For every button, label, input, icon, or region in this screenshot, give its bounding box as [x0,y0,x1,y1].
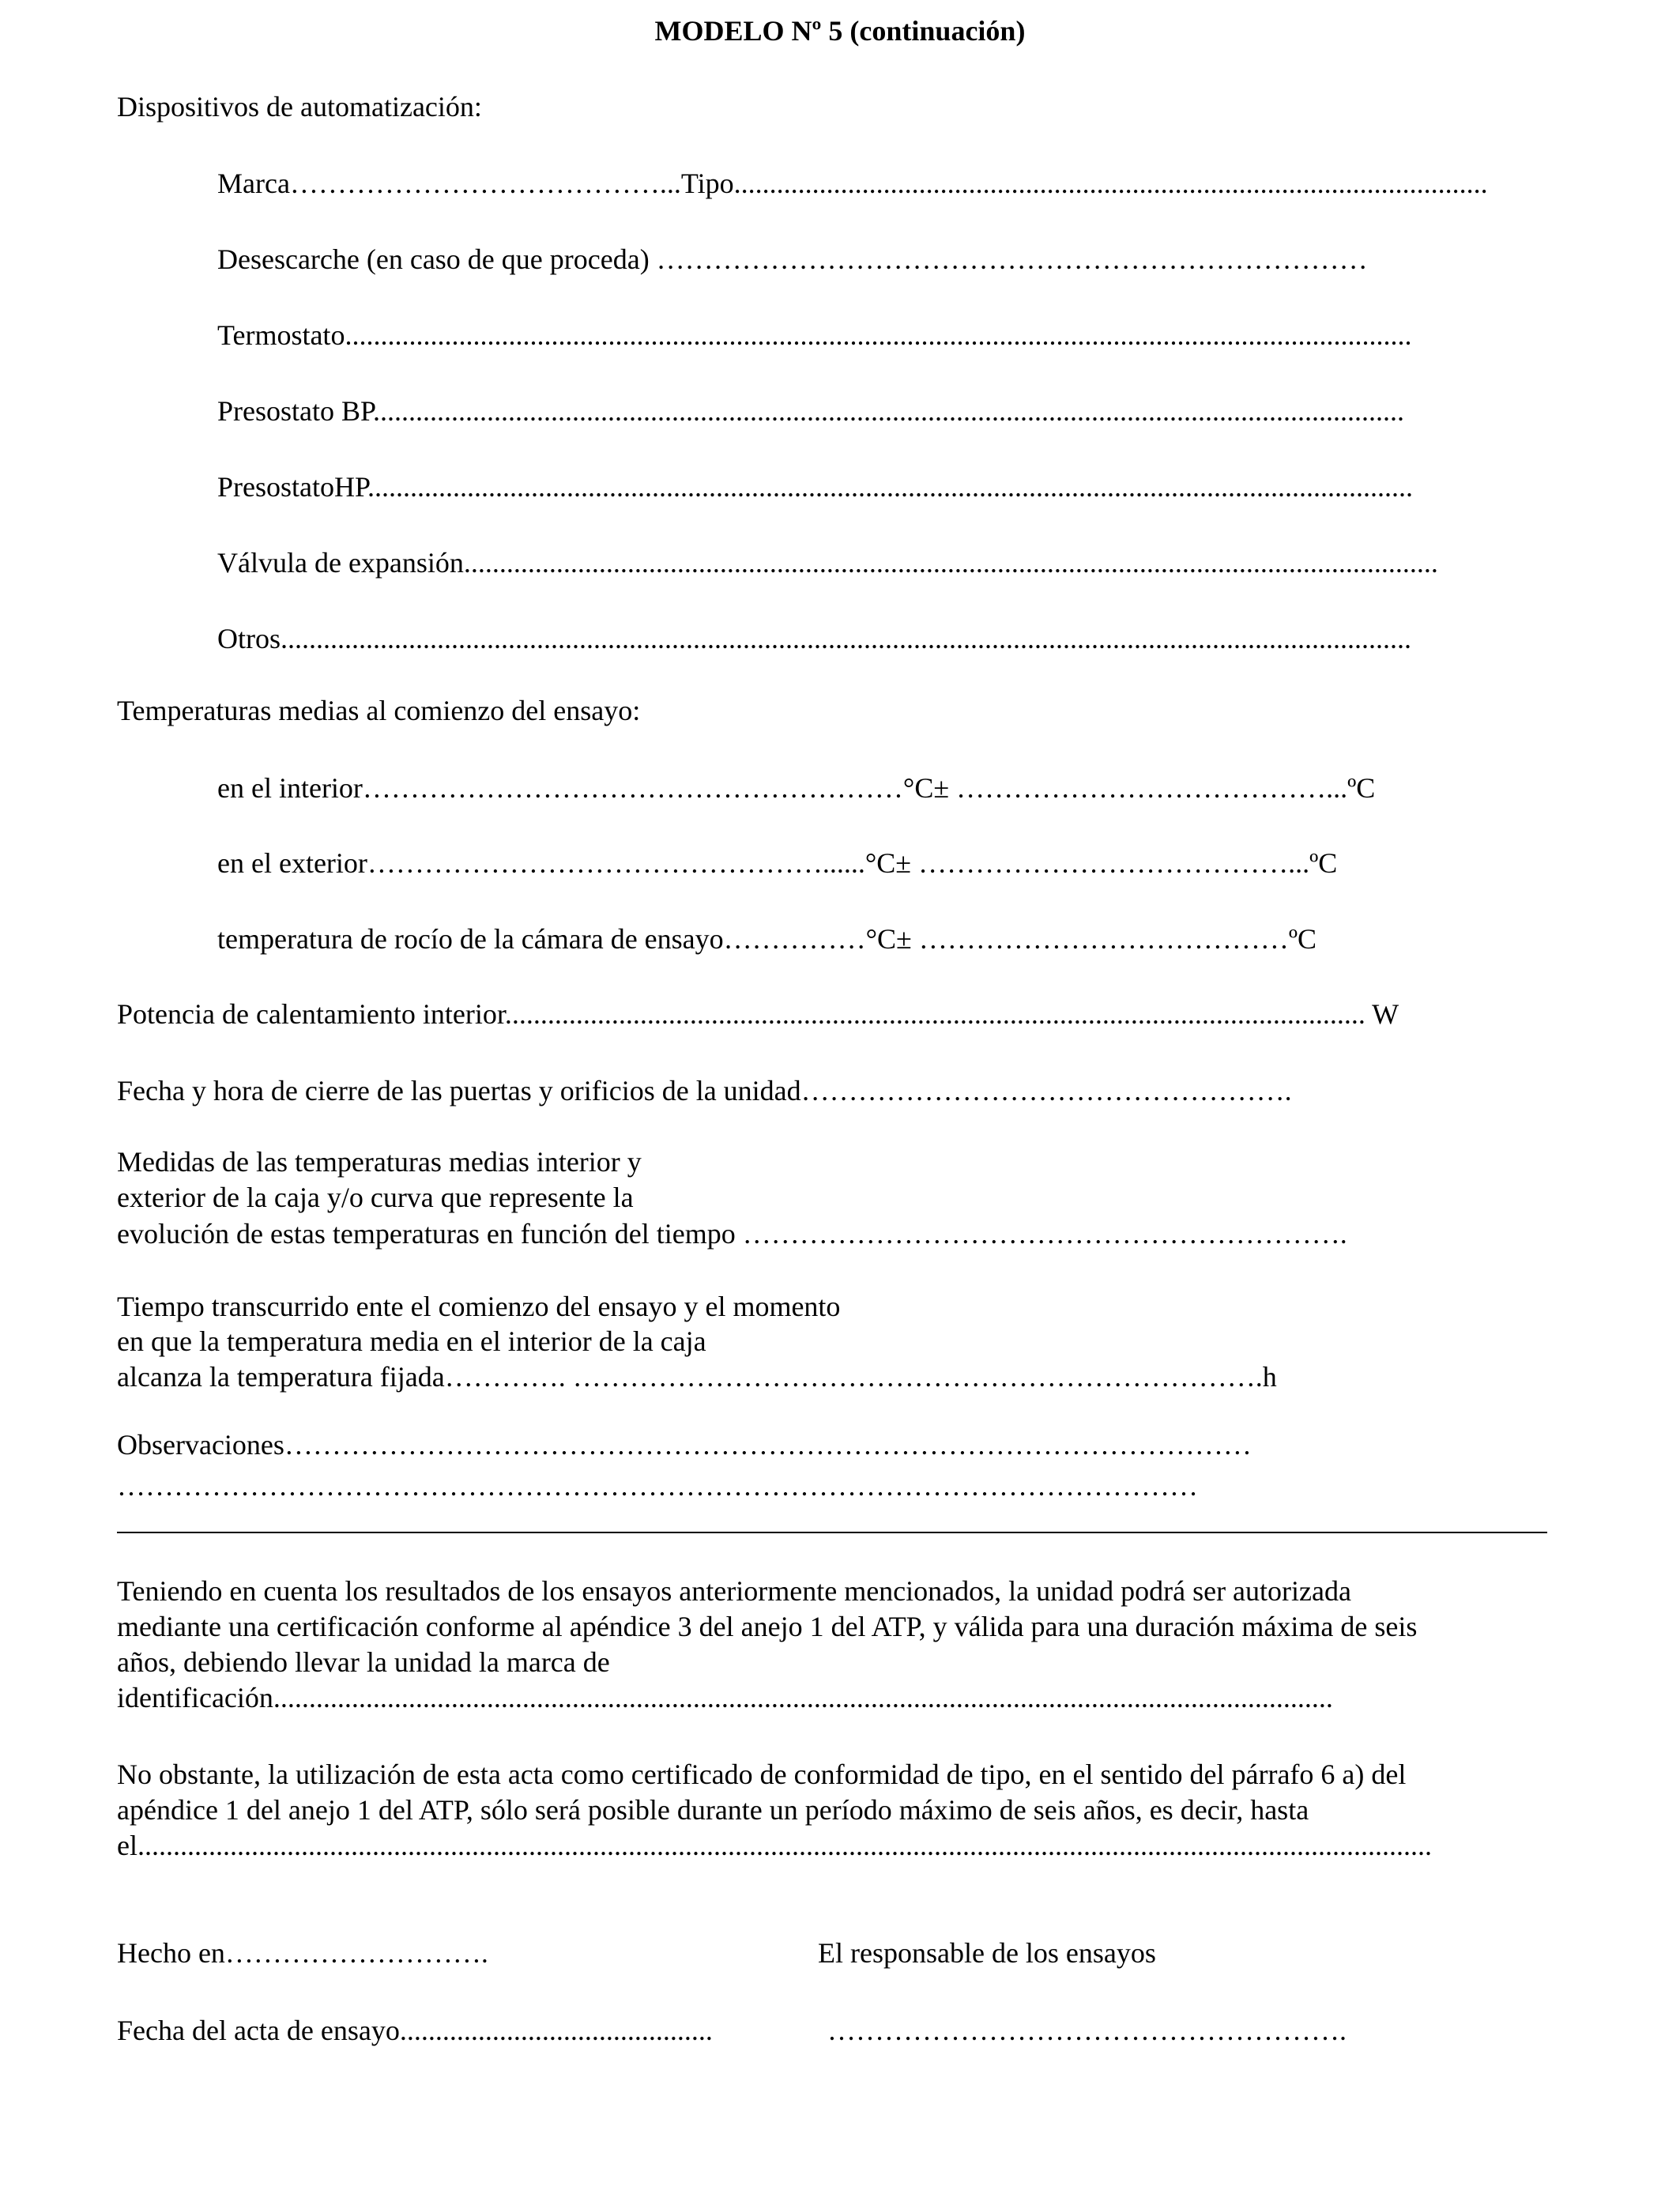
signature-line: ………………………………………………. [827,2015,1347,2046]
tiempo-line-1: Tiempo transcurrido ente el comienzo del ensayo y el momento [117,1291,841,1322]
field-hecho-en: Hecho en………………………. [117,1937,488,1969]
medidas-line-1: Medidas de las temperaturas medias interior y [117,1146,642,1178]
field-presostato-bp: Presostato BP................................................................................................................................................. [217,395,1405,427]
tiempo-line-3: alcanza la temperatura fijada…………. ……………………………………………………………….h [117,1361,1277,1393]
field-potencia: Potencia de calentamiento interior......................................................................................................................... W [117,998,1399,1030]
para1-line-1: Teniendo en cuenta los resultados de los ensayos anteriormente mencionados, la unidad podrá ser autorizada [117,1575,1351,1607]
field-presostato-hp: PresostatoHP................................................................................................................................................... [217,471,1414,503]
field-termostato: Termostato...................................................................................................................................................... [217,319,1412,351]
field-marca-tipo: Marca…………………………………...Tipo.......................................................................................................... [217,168,1488,199]
field-fecha-acta: Fecha del acta de ensayo............................................ [117,2015,713,2046]
para2-line-1: No obstante, la utilización de esta acta como certificado de conformidad de tipo, en el sentido del párrafo 6 a) del [117,1759,1407,1790]
field-fecha-cierre: Fecha y hora de cierre de las puertas y orificios de la unidad……………………………………………. [117,1075,1292,1106]
para2-line-2: apéndice 1 del anejo 1 del ATP, sólo será posible durante un período máximo de seis años, es decir, hasta [117,1794,1309,1826]
para1-line-4: identificación..................................................................................................................................................... [117,1682,1333,1713]
page-title: MODELO Nº 5 (continuación) [654,15,1026,47]
medidas-line-3: evolución de estas temperaturas en función del tiempo ………………………………………………………. [117,1218,1347,1250]
para2-line-3: el...................................................................................................................................................................................... [117,1830,1432,1861]
field-temp-rocio: temperatura de rocío de la cámara de ensayo……………°C± …………………………………ºC [217,923,1317,955]
field-desescarche: Desescarche (en caso de que proceda) ………………………………………………………………… [217,243,1368,275]
observaciones-line-1: Observaciones………………………………………………………………………………………… [117,1429,1252,1461]
para1-line-2: mediante una certificación conforme al apéndice 3 del anejo 1 del ATP, y válida para una duración máxima de seis [117,1611,1418,1642]
field-temp-interior: en el interior…………………………………………………°C± …………………………………...ºC [217,772,1376,804]
observaciones-line-2: …………………………………………………………………………………………………… [117,1470,1198,1502]
medidas-line-2: exterior de la caja y/o curva que represente la [117,1182,634,1213]
tiempo-line-2: en que la temperatura media en el interior de la caja [117,1325,706,1357]
para1-line-3: años, debiendo llevar la unidad la marca de [117,1646,610,1678]
temperatures-heading: Temperaturas medias al comienzo del ensayo: [117,695,641,726]
field-otros: Otros............................................................................................................................................................... [217,623,1411,654]
observaciones-rule [117,1532,1547,1533]
automation-heading: Dispositivos de automatización: [117,91,482,123]
field-valvula-expansion: Válvula de expansión......................................................................................................................................... [217,547,1438,579]
field-temp-exterior: en el exterior…………………………………………......°C± …………………………………...ºC [217,847,1338,879]
responsable-label: El responsable de los ensayos [818,1937,1156,1969]
